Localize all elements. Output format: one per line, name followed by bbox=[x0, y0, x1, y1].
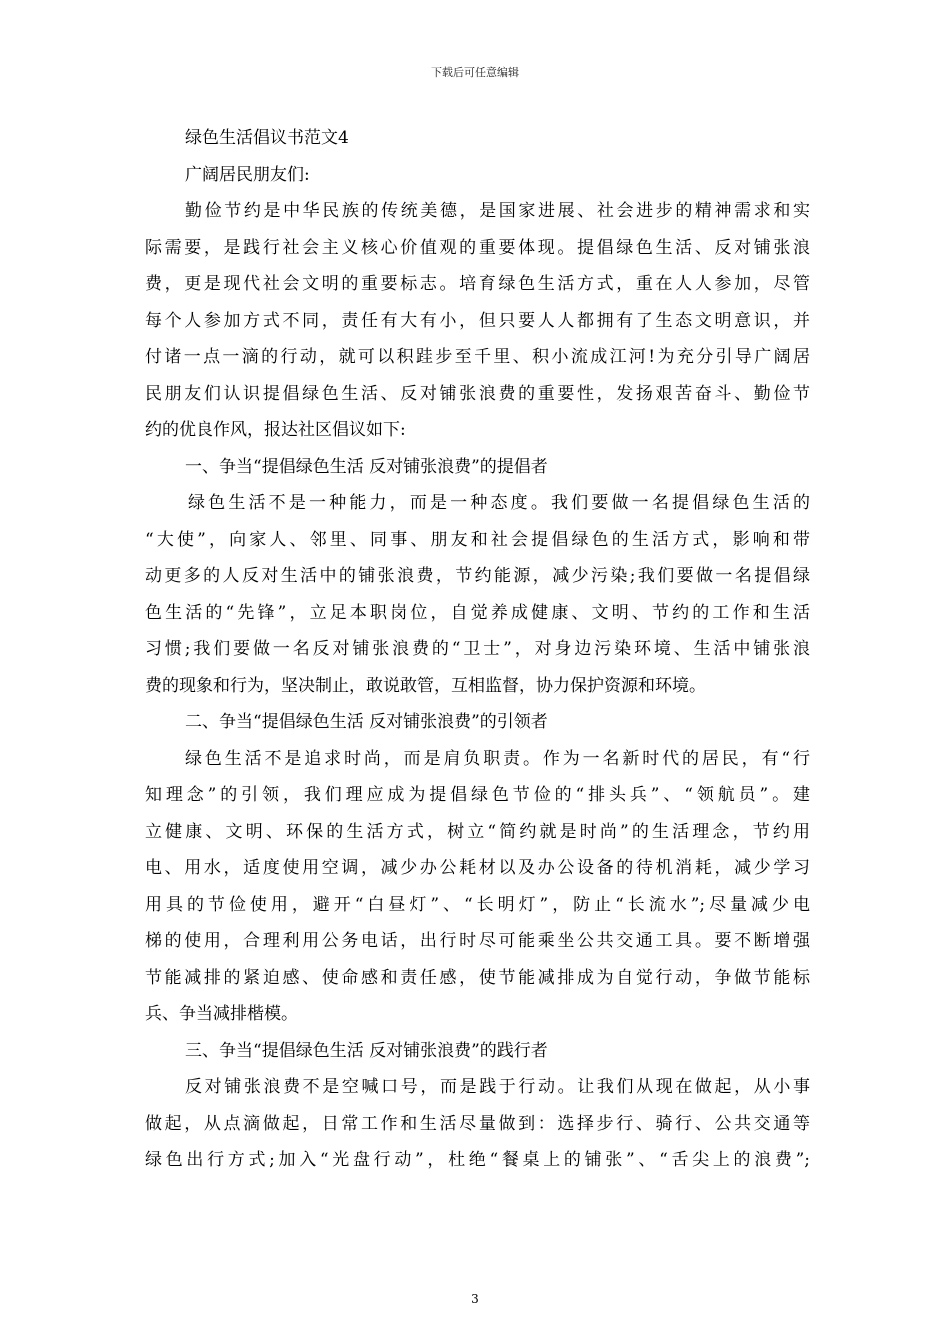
text-line: 梯的使用，合理利用公务电话，出行时尽可能乘坐公共交通工具。要不断增强 bbox=[145, 931, 810, 951]
text-line: 动更多的人反对生活中的铺张浪费，节约能源，减少污染;我们要做一名提倡绿 bbox=[145, 566, 810, 586]
text-line: 勤俭节约是中华民族的传统美德，是国家进展、社会进步的精神需求和实 bbox=[185, 201, 810, 221]
text-line: 兵、争当减排楷模。 bbox=[145, 1004, 298, 1024]
text-line: 立健康、文明、环保的生活方式，树立“简约就是时尚”的生活理念，节约用 bbox=[145, 821, 810, 842]
text-line: 际需要，是践行社会主义核心价值观的重要体现。提倡绿色生活、反对铺张浪 bbox=[145, 237, 810, 258]
text-line: 绿色生活不是一种能力，而是一种态度。我们要做一名提倡绿色生活的 bbox=[188, 493, 810, 513]
page-header: 下载后可任意编辑 bbox=[431, 66, 519, 79]
text-line: 节能减排的紧迫感、使命感和责任感，使节能减排成为自觉行动，争做节能标 bbox=[145, 967, 810, 988]
text-line: 三、争当“提倡绿色生活 反对铺张浪费”的践行者 bbox=[185, 1040, 548, 1061]
text-line: 做起，从点滴做起，日常工作和生活尽量做到：选择步行、骑行、公共交通等 bbox=[145, 1113, 810, 1134]
page-number: 3 bbox=[471, 1292, 479, 1306]
text-line: 费，更是现代社会文明的重要标志。培育绿色生活方式，重在人人参加，尽管 bbox=[145, 274, 810, 294]
text-line: 用具的节俭使用，避开“白昼灯”、“长明灯”，防止“长流水”;尽量减少电 bbox=[145, 894, 810, 915]
document-body bbox=[145, 120, 810, 1179]
text-line: 绿色生活不是追求时尚，而是肩负职责。作为一名新时代的居民，有“行 bbox=[185, 748, 810, 769]
text-line: 费的现象和行为，坚决制止，敢说敢管，互相监督，协力保护资源和环境。 bbox=[145, 675, 706, 696]
text-line: 民朋友们认识提倡绿色生活、反对铺张浪费的重要性，发扬艰苦奋斗、勤俭节 bbox=[145, 383, 810, 404]
text-line: 绿色生活倡议书范文4 bbox=[185, 128, 349, 148]
text-line: 约的优良作风，报达社区倡议如下: bbox=[145, 420, 406, 440]
text-line: 二、争当“提倡绿色生活 反对铺张浪费”的引领者 bbox=[185, 712, 548, 732]
text-line: 色生活的“先锋”，立足本职岗位，自觉养成健康、文明、节约的工作和生活 bbox=[145, 602, 810, 623]
text-line: 反对铺张浪费不是空喊口号，而是践于行动。让我们从现在做起，从小事 bbox=[185, 1077, 810, 1097]
text-line: 习惯;我们要做一名反对铺张浪费的“卫士”，对身边污染环境、生活中铺张浪 bbox=[145, 639, 810, 659]
text-line: 绿色出行方式;加入“光盘行动”，杜绝“餐桌上的铺张”、“舌尖上的浪费”; bbox=[145, 1150, 810, 1170]
text-line: 付诸一点一滴的行动，就可以积跬步至千里、积小流成江河!为充分引导广阔居 bbox=[145, 347, 810, 367]
text-line: 一、争当“提倡绿色生活 反对铺张浪费”的提倡者 bbox=[185, 456, 548, 477]
text-line: “大使”，向家人、邻里、同事、朋友和社会提倡绿色的生活方式，影响和带 bbox=[145, 529, 810, 550]
text-line: 电、用水，适度使用空调，减少办公耗材以及办公设备的待机消耗，减少学习 bbox=[145, 858, 810, 878]
text-line: 每个人参加方式不同，责任有大有小，但只要人人都拥有了生态文明意识，并 bbox=[145, 310, 810, 331]
text-line: 知理念”的引领，我们理应成为提倡绿色节俭的“排头兵”、“领航员”。建 bbox=[145, 785, 810, 805]
text-line: 广阔居民朋友们: bbox=[185, 164, 310, 185]
